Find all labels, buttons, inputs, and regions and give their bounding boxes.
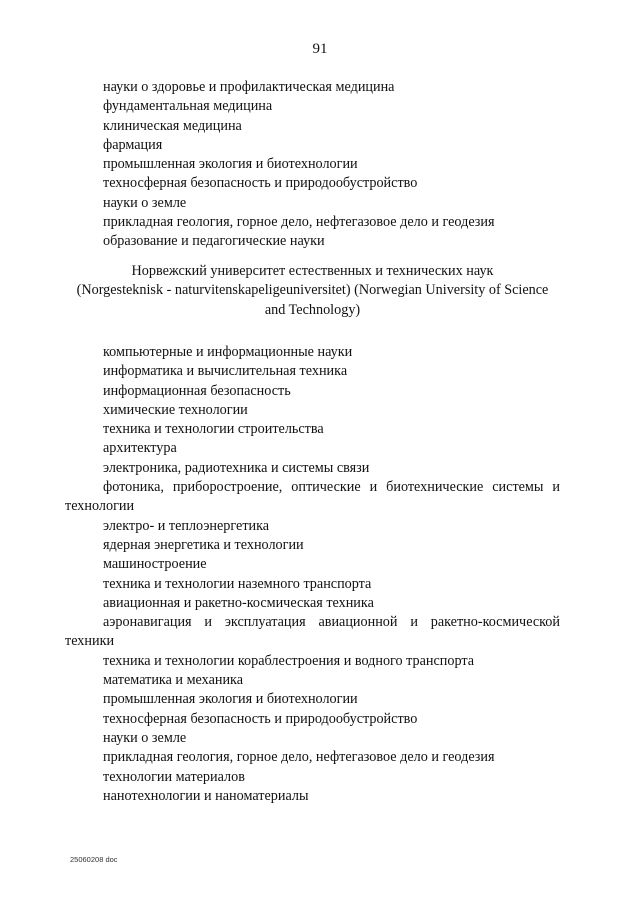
list-item: прикладная геология, горное дело, нефтегазовое дело и геодезия	[103, 214, 495, 231]
list-item: науки о земле	[103, 729, 187, 746]
university-name-ru: Норвежский университет естественных и технических наук	[131, 263, 494, 279]
list-item: электроника, радиотехника и системы связи	[103, 459, 370, 476]
list-item: фотоника, приборостроение, оптические и биотехнические системы и технологии	[65, 479, 560, 515]
list-item: нанотехнологии и наноматериалы	[103, 787, 309, 804]
university-name-en: (Norgesteknisk - naturvitenskapeligeuniversitet) (Norwegian University of Science and Technology)	[76, 282, 549, 318]
list-item: математика и механика	[103, 672, 244, 689]
list-item: техносферная безопасность и природообустройство	[103, 710, 418, 727]
page-number: 91	[312, 41, 328, 57]
list-item: техника и технологии кораблестроения и водного транспорта	[103, 652, 475, 669]
specialty-list-2	[65, 343, 560, 806]
list-item: электро- и теплоэнергетика	[103, 517, 270, 534]
list-item: информационная безопасность	[103, 382, 291, 399]
list-item: техносферная безопасность и природообустройство	[103, 175, 418, 192]
list-item: образование и педагогические науки	[103, 233, 325, 250]
list-item: химические технологии	[103, 401, 248, 418]
list-item: авиационная и ракетно-космическая техника	[103, 594, 374, 611]
list-item: машиностроение	[103, 556, 207, 573]
list-item: фундаментальная медицина	[103, 98, 273, 115]
list-item: промышленная экология и биотехнологии	[103, 691, 358, 708]
list-item: техника и технологии строительства	[103, 421, 324, 438]
university-heading	[65, 262, 560, 320]
list-item: аэронавигация и эксплуатация авиационной и ракетно-космической техники	[65, 614, 560, 650]
list-item: промышленная экология и биотехнологии	[103, 156, 358, 173]
list-item: фармация	[103, 136, 163, 153]
list-item: информатика и вычислительная техника	[103, 363, 348, 380]
specialty-list-1	[65, 78, 560, 252]
list-item: науки о земле	[103, 194, 187, 211]
list-item: архитектура	[103, 440, 177, 457]
list-item: прикладная геология, горное дело, нефтегазовое дело и геодезия	[103, 749, 495, 766]
list-item: ядерная энергетика и технологии	[103, 536, 304, 553]
document-id: 25060208 doc	[70, 855, 118, 864]
list-item: техника и технологии наземного транспорта	[103, 575, 372, 592]
list-item: клиническая медицина	[103, 117, 242, 134]
list-item: науки о здоровье и профилактическая медицина	[103, 79, 395, 95]
list-item: компьютерные и информационные науки	[103, 344, 353, 360]
list-item: технологии материалов	[103, 768, 245, 785]
